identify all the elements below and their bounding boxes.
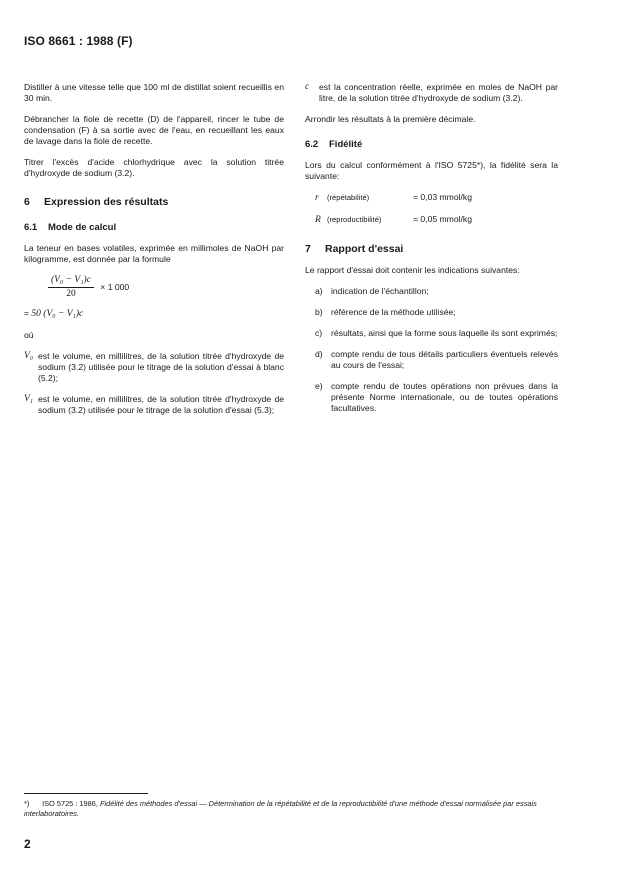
- section-6-heading: [24, 197, 284, 208]
- definition-v0: [24, 351, 284, 384]
- section-title: Mode de calcul: [48, 222, 117, 233]
- list-item-text: indication de l'échantillon;: [331, 286, 429, 296]
- list-item-text: compte rendu de toutes opérations non prévues dans la présente Norme internationale, ou de toutes opérations facultatives.: [331, 381, 558, 413]
- section-6-2-heading: [305, 139, 558, 150]
- footnote: [24, 799, 584, 819]
- page-number: 2: [24, 837, 31, 851]
- paragraph-teneur: La teneur en bases volatiles, exprimée en millimoles de NaOH par kilogramme, est donnée par la formule: [24, 243, 284, 264]
- fidelity-repeatability: [315, 192, 558, 204]
- formula-result: [24, 308, 284, 320]
- paragraph-titrer: Titrer l'excès d'acide chlorhydrique avec la solution titrée d'hydroxyde de sodium (3.2).: [24, 157, 284, 178]
- list-item-label: a): [315, 286, 323, 296]
- symbol: R: [315, 215, 321, 225]
- equals-sign: =: [24, 308, 30, 318]
- list-item-label: b): [315, 307, 323, 317]
- footnote-mark: *): [24, 799, 30, 808]
- symbol: r: [315, 193, 319, 203]
- definition-text: est le volume, en millilitres, de la solution titrée d'hydroxyde de sodium (3.2) utilisée pour le titrage de la solution d'essai à blanc (5.2);: [38, 351, 284, 383]
- right-column: [305, 82, 558, 424]
- fraction: [48, 275, 94, 300]
- footnote-title: Fidélité des méthodes d'essai — Détermination de la répétabilité et de la reproductibilité d'une méthode d'essai normalisée par essais interlaboratoires.: [24, 799, 537, 818]
- definition-text: est la concentration réelle, exprimée en moles de NaOH par litre, de la solution titrée d'hydroxyde de sodium (3.2).: [319, 82, 558, 103]
- paragraph-fidelite: Lors du calcul conformément à l'ISO 5725*), la fidélité sera la suivante:: [305, 160, 558, 181]
- formula-multiplier: × 1 000: [100, 282, 130, 292]
- left-column: [24, 82, 284, 426]
- definition-v1: [24, 394, 284, 416]
- fraction-denominator: 20: [66, 289, 76, 299]
- paragraph-distillation: Distiller à une vitesse telle que 100 ml de distillat soient recueillis en 30 min.: [24, 82, 284, 103]
- definition-text: est le volume, en millilitres, de la solution titrée d'hydroxyde de sodium (3.2) utilisée pour le titrage de la solution d'essai (5.3);: [38, 394, 284, 415]
- paragraph-rapport: Le rapport d'essai doit contenir les indications suivantes:: [305, 265, 520, 275]
- fraction-numerator: (V₀ − V₁)c: [48, 275, 94, 288]
- footnote-divider: [24, 793, 148, 794]
- fidelity-reproducibility: [315, 214, 558, 226]
- formula-expression: 50 (V₀ − V₁)c: [31, 309, 84, 319]
- formula-fraction: [48, 275, 284, 300]
- paragraph-debrancher: Débrancher la fiole de recette (D) de l'appareil, rincer le tube de condensation (F) à sa sortie avec de l'eau, en recueillant les eaux de lavage dans la fiole de recette.: [24, 114, 284, 146]
- footnote-reference: ISO 5725 : 1986,: [42, 799, 98, 808]
- list-item-text: référence de la méthode utilisée;: [331, 307, 456, 317]
- list-item: [315, 349, 558, 371]
- section-7-heading: [305, 244, 558, 255]
- list-item: [315, 381, 558, 414]
- section-number: 6: [24, 196, 30, 208]
- symbol: V₁: [24, 394, 34, 404]
- fidelity-label: (reproductibilité): [327, 215, 382, 224]
- list-item-label: c): [315, 328, 323, 338]
- definition-c: [305, 82, 558, 104]
- section-title: Fidélité: [329, 139, 363, 150]
- paragraph-arrondir: Arrondir les résultats à la première décimale.: [305, 114, 476, 124]
- section-title: Rapport d'essai: [325, 243, 404, 255]
- section-number: 7: [305, 243, 311, 255]
- section-number: 6.2: [305, 139, 319, 150]
- symbol: V₀: [24, 351, 34, 361]
- section-number: 6.1: [24, 222, 38, 233]
- list-item: [315, 286, 558, 297]
- text-ou: où: [24, 330, 34, 340]
- section-title: Expression des résultats: [44, 196, 169, 208]
- list-item: [315, 307, 558, 318]
- list-item: [315, 328, 558, 339]
- fidelity-label: (répétabilité): [327, 193, 370, 202]
- list-item-label: d): [315, 349, 323, 359]
- fidelity-value: = 0,03 mmol/kg: [413, 192, 472, 202]
- symbol: c: [305, 82, 310, 92]
- list-item-text: résultats, ainsi que la forme sous laquelle ils sont exprimés;: [331, 328, 558, 338]
- page-header: ISO 8661 : 1988 (F): [24, 34, 133, 48]
- list-item-label: e): [315, 381, 323, 391]
- list-item-text: compte rendu de tous détails particuliers éventuels relevés au cours de l'essai;: [331, 349, 558, 370]
- section-6-1-heading: [24, 222, 284, 233]
- fidelity-value: = 0,05 mmol/kg: [413, 214, 472, 224]
